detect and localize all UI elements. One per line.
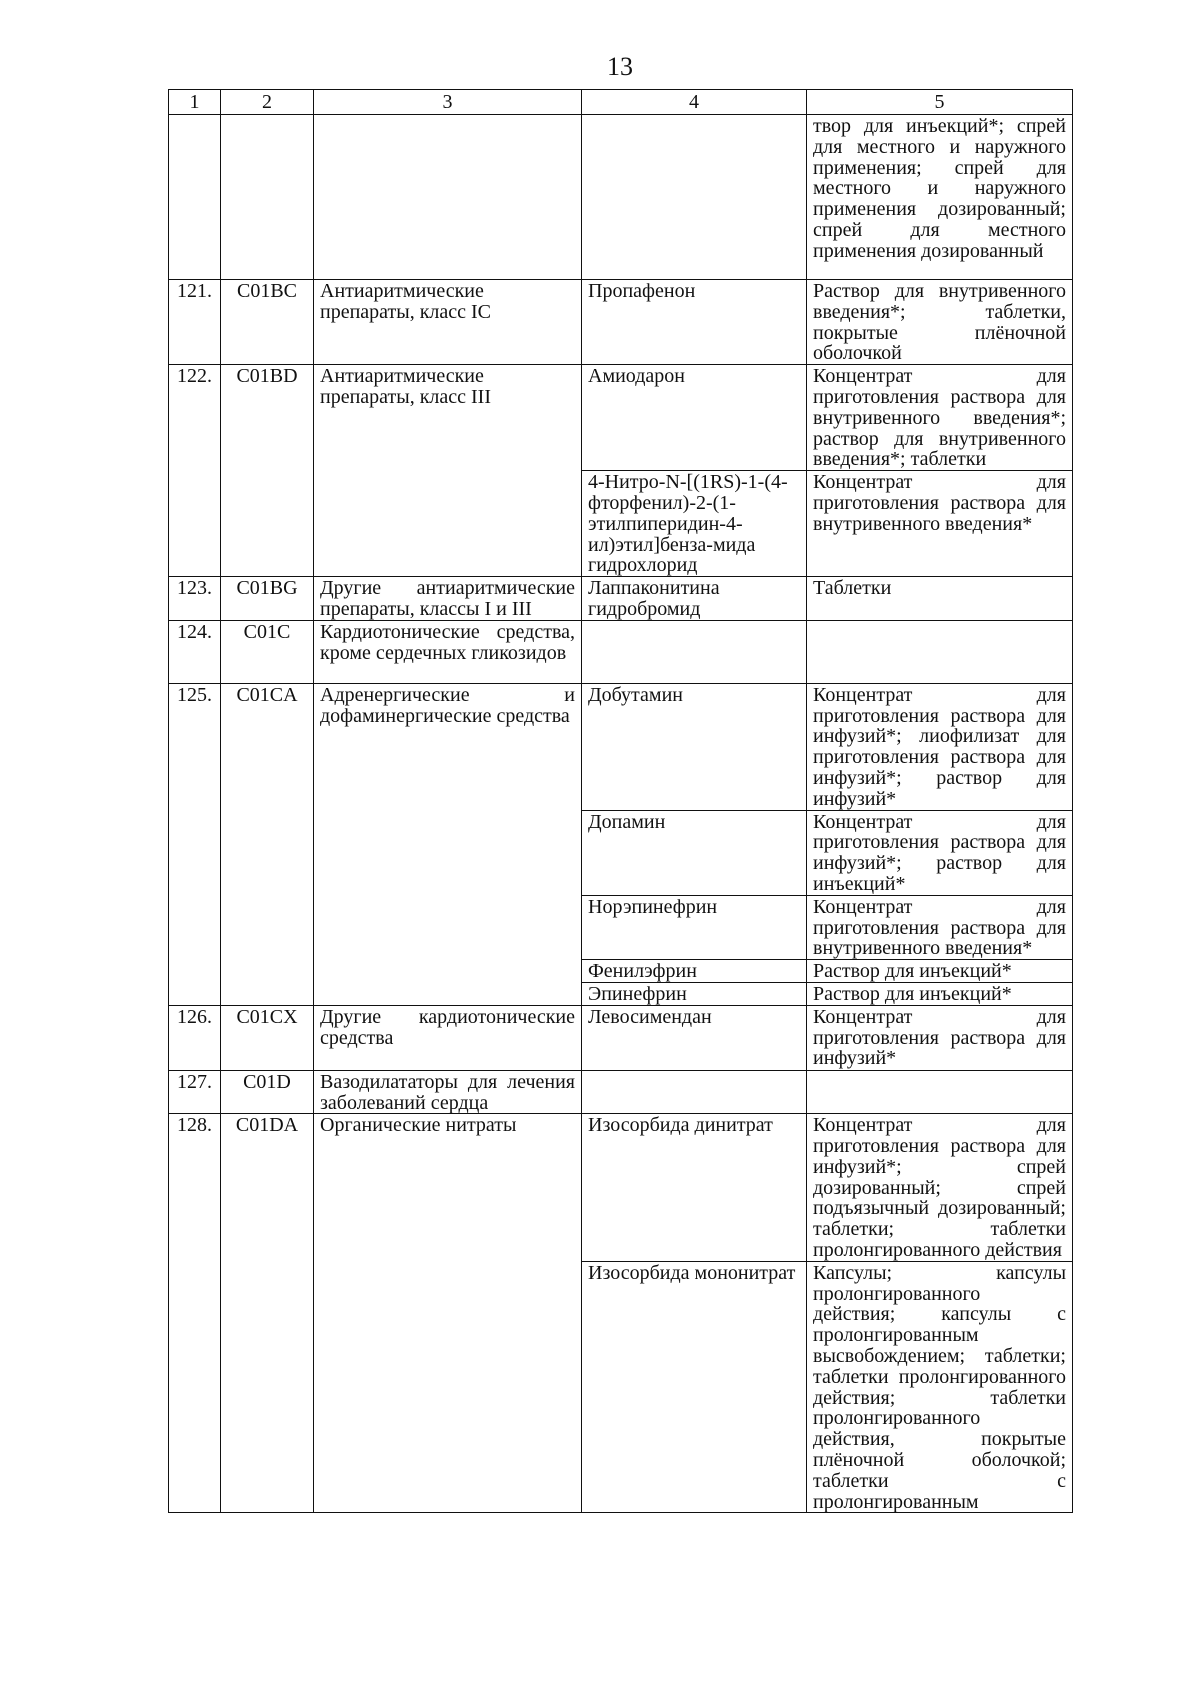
table-body	[169, 115, 1073, 1513]
dosage-forms: Концентрат для приготовления раствора для внутривенного введения*	[807, 471, 1073, 577]
table-row	[169, 280, 1073, 365]
row-number: 122.	[169, 365, 221, 577]
dosage-forms: Таблетки	[807, 577, 1073, 621]
drug-name: Левосимендан	[582, 1005, 807, 1070]
group-name: Кардиотонические средства, кроме сердечных гликозидов	[314, 620, 582, 683]
atc-code: C01BD	[221, 365, 314, 577]
table-row	[169, 577, 1073, 621]
dosage-forms: Раствор для внутривенного введения*; таблетки, покрытые плёночной оболочкой	[807, 280, 1073, 365]
empty-cell	[314, 115, 582, 280]
empty-cell	[169, 115, 221, 280]
empty-cell	[221, 115, 314, 280]
dosage-forms: Концентрат для приготовления раствора для инфузий*; лиофилизат для приготовления раствора для инфузий*; раствор для инфузий*	[807, 683, 1073, 810]
drug-name: Эпинефрин	[582, 982, 807, 1005]
header-col-2: 2	[221, 90, 314, 115]
group-name: Другие антиаритмические препараты, классы I и III	[314, 577, 582, 621]
header-col-3: 3	[314, 90, 582, 115]
atc-code: C01DA	[221, 1114, 314, 1513]
drug-name: Лаппаконитина гидробромид	[582, 577, 807, 621]
atc-code: C01BC	[221, 280, 314, 365]
dosage-forms: Капсулы; капсулы пролонгированного действия; капсулы с пролонгированным высвобождением; таблетки; таблетки пролонгированного действия; таблетки пролонгированного действия, покрытые плёночной оболочкой; таблетки с пролонгированным	[807, 1261, 1073, 1513]
atc-code: C01BG	[221, 577, 314, 621]
empty-cell	[807, 620, 1073, 683]
continued-dosage-forms: твор для инъекций*; спрей для местного и наружного применения; спрей для местного и наружного применения дозированный; спрей для местного применения дозированный	[807, 115, 1073, 280]
table-row	[169, 365, 1073, 471]
atc-code: C01D	[221, 1070, 314, 1114]
dosage-forms: Концентрат для приготовления раствора для инфузий*; спрей дозированный; спрей подъязычный дозированный; таблетки; таблетки пролонгированного действия	[807, 1114, 1073, 1262]
dosage-forms: Раствор для инъекций*	[807, 982, 1073, 1005]
drug-name: Норэпинефрин	[582, 895, 807, 959]
group-name: Антиаритмические препараты, класс IC	[314, 280, 582, 365]
group-name: Вазодилататоры для лечения заболеваний сердца	[314, 1070, 582, 1114]
dosage-forms: Концентрат для приготовления раствора для внутривенного введения*	[807, 895, 1073, 959]
atc-code: C01CA	[221, 683, 314, 1005]
group-name: Другие кардиотонические средства	[314, 1005, 582, 1070]
drug-name: Пропафенон	[582, 280, 807, 365]
header-col-1: 1	[169, 90, 221, 115]
table-row	[169, 1114, 1073, 1262]
table-row	[169, 115, 1073, 280]
dosage-forms: Раствор для инъекций*	[807, 960, 1073, 983]
row-number: 124.	[169, 620, 221, 683]
atc-code: C01C	[221, 620, 314, 683]
medicines-table	[168, 89, 1073, 1513]
atc-code: C01CX	[221, 1005, 314, 1070]
dosage-forms: Концентрат для приготовления раствора для инфузий*	[807, 1005, 1073, 1070]
row-number: 121.	[169, 280, 221, 365]
header-col-4: 4	[582, 90, 807, 115]
drug-name: Добутамин	[582, 683, 807, 810]
table-row	[169, 1070, 1073, 1114]
drug-name: 4-Нитро-N-[(1RS)-1-(4-фторфенил)-2-(1-этилпиперидин-4-ил)этил]бенза-мида гидрохлорид	[582, 471, 807, 577]
drug-name: Изосорбида мононитрат	[582, 1261, 807, 1513]
empty-cell	[582, 620, 807, 683]
drug-name: Допамин	[582, 810, 807, 895]
drug-name: Фенилэфрин	[582, 960, 807, 983]
group-name: Антиаритмические препараты, класс III	[314, 365, 582, 577]
group-name: Органические нитраты	[314, 1114, 582, 1513]
empty-cell	[807, 1070, 1073, 1114]
row-number: 127.	[169, 1070, 221, 1114]
table-header	[169, 90, 1073, 115]
drug-name: Амиодарон	[582, 365, 807, 471]
dosage-forms: Концентрат для приготовления раствора для инфузий*; раствор для инъекций*	[807, 810, 1073, 895]
group-name: Адренергические и дофаминергические средства	[314, 683, 582, 1005]
row-number: 126.	[169, 1005, 221, 1070]
dosage-forms: Концентрат для приготовления раствора для внутривенного введения*; раствор для внутривенного введения*; таблетки	[807, 365, 1073, 471]
header-col-5: 5	[807, 90, 1073, 115]
row-number: 123.	[169, 577, 221, 621]
table-row	[169, 1005, 1073, 1070]
drug-name: Изосорбида динитрат	[582, 1114, 807, 1262]
empty-cell	[582, 115, 807, 280]
row-number: 128.	[169, 1114, 221, 1513]
table-row	[169, 620, 1073, 683]
empty-cell	[582, 1070, 807, 1114]
page-number: 13	[607, 52, 633, 81]
table-row	[169, 683, 1073, 810]
row-number: 125.	[169, 683, 221, 1005]
header-row	[169, 90, 1073, 115]
